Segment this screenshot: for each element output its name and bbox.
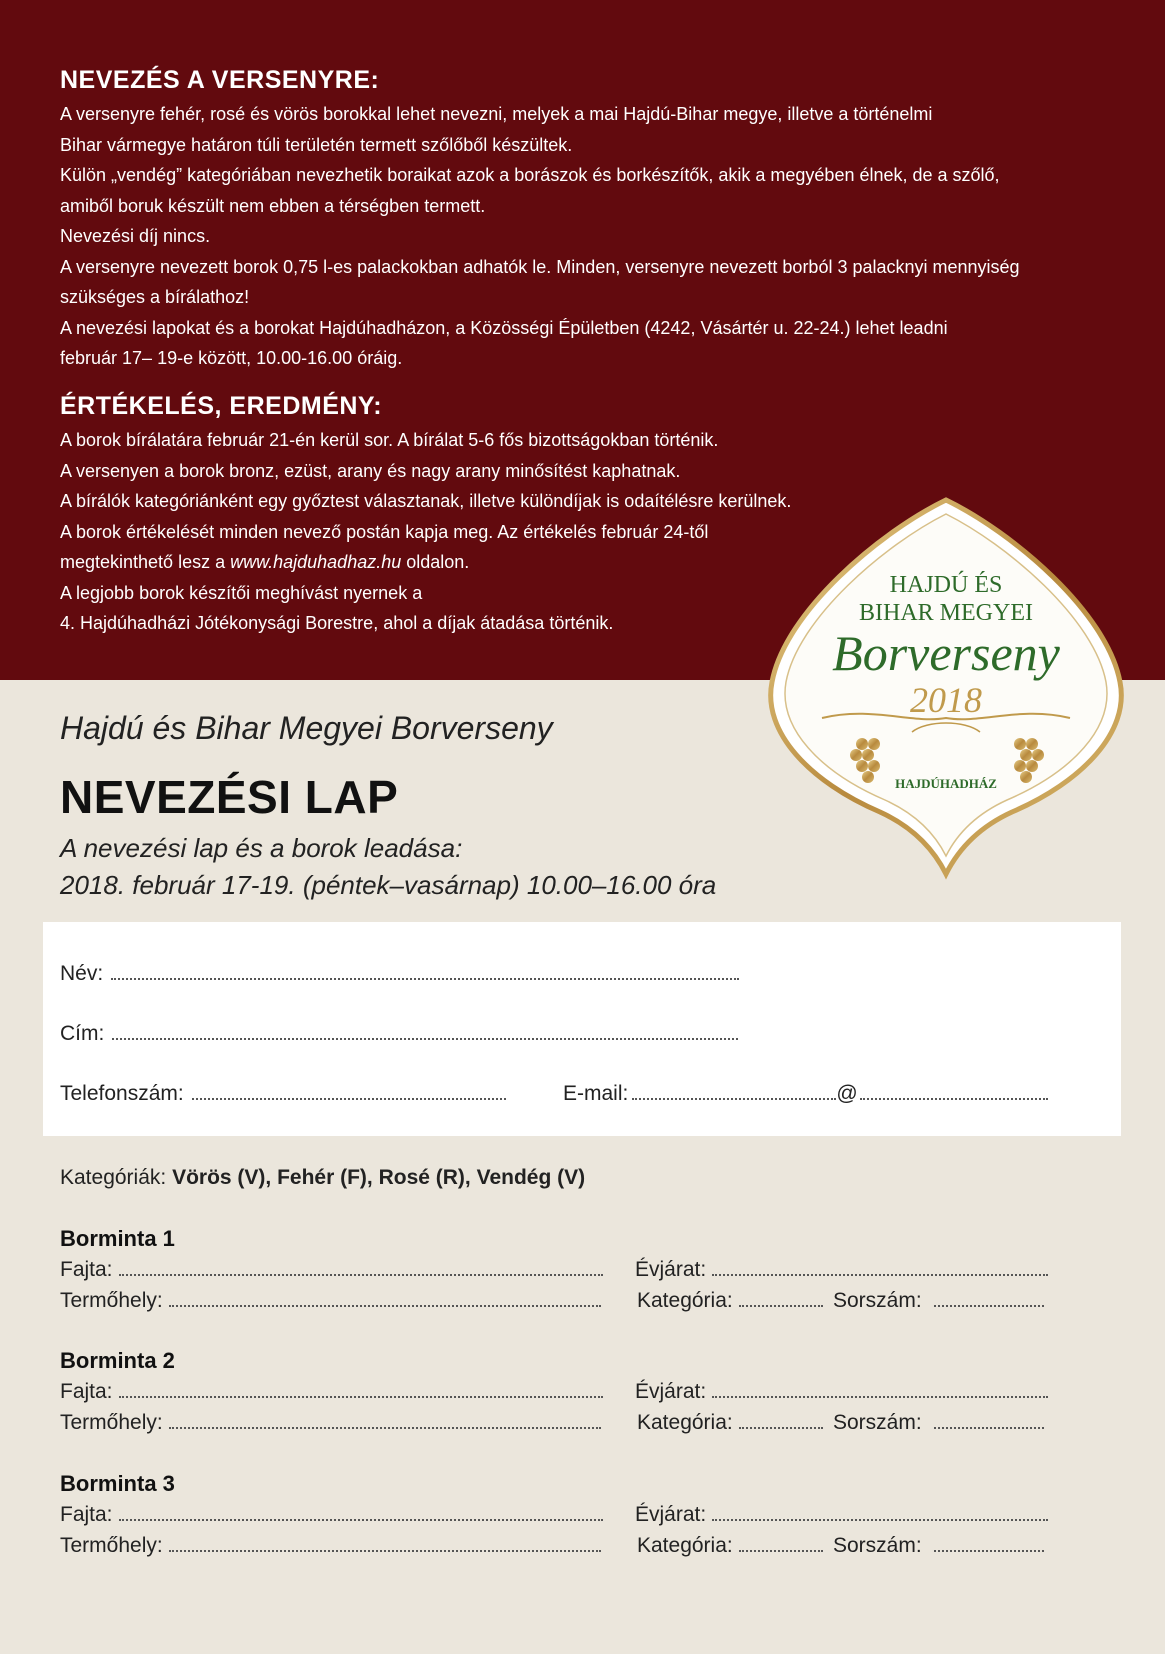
sample-row-1 xyxy=(60,1501,1050,1532)
origin-field[interactable] xyxy=(60,1409,601,1435)
sample-row-2 xyxy=(60,1409,1050,1440)
form-title: NEVEZÉSI LAP xyxy=(60,771,399,823)
origin-input-line[interactable] xyxy=(169,1409,601,1429)
variety-input-line[interactable] xyxy=(119,1378,603,1398)
number-input-line[interactable] xyxy=(934,1409,1044,1429)
sample-title: Borminta 2 xyxy=(60,1348,175,1373)
evaluation-line: 4. Hajdúhadházi Jótékonysági Borestre, ahol a díjak átadása történik. xyxy=(60,613,614,633)
form-subtitle: Hajdú és Bihar Megyei Borverseny xyxy=(60,710,553,746)
category-field[interactable] xyxy=(637,1409,823,1435)
variety-input-line[interactable] xyxy=(119,1501,603,1521)
category-field[interactable] xyxy=(637,1532,823,1558)
variety-field[interactable] xyxy=(60,1256,603,1282)
grape-cluster-icon xyxy=(856,738,868,750)
number-label: Sorszám: xyxy=(833,1411,922,1434)
evaluation-line: A legjobb borok készítői meghívást nyernek a xyxy=(60,582,423,603)
origin-input-line[interactable] xyxy=(169,1532,601,1552)
address-input-line[interactable] xyxy=(112,1022,738,1040)
badge-script: Borverseny xyxy=(832,625,1060,681)
name-field[interactable] xyxy=(60,962,739,986)
category-label: Kategória: xyxy=(637,1289,733,1312)
sample-title: Borminta 1 xyxy=(60,1226,175,1251)
categories-line xyxy=(60,1166,585,1190)
registration-heading: NEVEZÉS A VERSENYRE: xyxy=(60,66,380,94)
category-label: Kategória: xyxy=(637,1534,733,1557)
email-domain-line[interactable] xyxy=(860,1082,1048,1100)
vintage-input-line[interactable] xyxy=(712,1501,1048,1521)
registration-line: A versenyre fehér, rosé és vörös borokkal lehet nevezni, melyek a mai Hajdú-Bihar megye, illetve a történelmi xyxy=(60,104,933,124)
sample-block xyxy=(60,1471,1050,1563)
category-label: Kategória: xyxy=(637,1411,733,1434)
sample-block xyxy=(60,1348,1050,1440)
sample-row-1 xyxy=(60,1378,1050,1409)
submission-info-label: A nevezési lap és a borok leadása: xyxy=(60,833,463,863)
registration-line: amiből boruk készült nem ebben a térségben termett. xyxy=(60,195,486,216)
registration-line: február 17– 19-e között, 10.00-16.00 óráig. xyxy=(60,348,403,368)
badge-place: HAJDÚHADHÁZ xyxy=(895,776,997,791)
grape-cluster-icon xyxy=(1014,738,1026,750)
vintage-label: Évjárat: xyxy=(635,1258,707,1281)
category-input-line[interactable] xyxy=(739,1532,823,1552)
variety-input-line[interactable] xyxy=(119,1256,603,1276)
number-label: Sorszám: xyxy=(833,1289,922,1312)
origin-label: Termőhely: xyxy=(60,1534,163,1557)
badge-line1: HAJDÚ ÉS xyxy=(889,572,1003,598)
sample-title: Borminta 3 xyxy=(60,1471,175,1496)
address-label: Cím: xyxy=(60,1022,105,1045)
registration-line: A nevezési lapokat és a borokat Hajdúhadházon, a Közösségi Épületben (4242, Vásártér u. 22-24.) lehet leadni xyxy=(60,317,948,338)
evaluation-heading: ÉRTÉKELÉS, EREDMÉNY: xyxy=(60,392,383,420)
variety-label: Fajta: xyxy=(60,1503,113,1526)
registration-line: szükséges a bírálathoz! xyxy=(60,287,250,307)
url-suffix: oldalon. xyxy=(401,552,470,572)
vintage-field[interactable] xyxy=(635,1378,1048,1404)
origin-input-line[interactable] xyxy=(169,1287,601,1307)
origin-label: Termőhely: xyxy=(60,1289,163,1312)
vintage-label: Évjárat: xyxy=(635,1380,707,1403)
email-at-sign: @ xyxy=(836,1082,858,1105)
url-prefix: megtekinthető lesz a xyxy=(60,552,231,572)
origin-field[interactable] xyxy=(60,1287,601,1313)
vintage-label: Évjárat: xyxy=(635,1503,707,1526)
registration-line: Bihar vármegye határon túli területén termett szőlőből készültek. xyxy=(60,134,573,155)
number-field[interactable] xyxy=(833,1287,1044,1313)
categories-label: Kategóriák: xyxy=(60,1166,173,1189)
category-input-line[interactable] xyxy=(739,1287,823,1307)
sample-row-1 xyxy=(60,1256,1050,1287)
registration-line: Nevezési díj nincs. xyxy=(60,226,211,246)
sample-row-2 xyxy=(60,1287,1050,1318)
phone-input-line[interactable] xyxy=(192,1082,506,1100)
website-link[interactable]: www.hajduhadhaz.hu xyxy=(230,552,402,572)
number-input-line[interactable] xyxy=(934,1532,1044,1552)
name-input-line[interactable] xyxy=(111,962,739,980)
origin-label: Termőhely: xyxy=(60,1411,163,1434)
origin-field[interactable] xyxy=(60,1532,601,1558)
evaluation-line: A borok értékelését minden nevező postán kapja meg. Az értékelés február 24-től xyxy=(60,521,709,542)
vintage-input-line[interactable] xyxy=(712,1256,1048,1276)
registration-section xyxy=(60,66,1060,374)
phone-label: Telefonszám: xyxy=(60,1082,184,1105)
address-field[interactable] xyxy=(60,1022,738,1046)
number-label: Sorszám: xyxy=(833,1534,922,1557)
contact-form-box xyxy=(43,922,1121,1136)
variety-field[interactable] xyxy=(60,1501,603,1527)
number-input-line[interactable] xyxy=(934,1287,1044,1307)
email-field[interactable] xyxy=(563,1082,1048,1106)
number-field[interactable] xyxy=(833,1532,1044,1558)
evaluation-line: A versenyen a borok bronz, ezüst, arany és nagy arany minősítést kaphatnak. xyxy=(60,460,681,481)
evaluation-line: A borok bírálatára február 21-én kerül sor. A bírálat 5-6 fős bizottságokban történik. xyxy=(60,430,719,450)
registration-line: A versenyre nevezett borok 0,75 l-es palackokban adhatók le. Minden, versenyre nevezett borból 3 palacknyi mennyiség xyxy=(60,256,1020,277)
variety-label: Fajta: xyxy=(60,1258,113,1281)
categories-values: Vörös (V), Fehér (F), Rosé (R), Vendég (V) xyxy=(172,1166,586,1189)
submission-info-date: 2018. február 17-19. (péntek–vasárnap) 10.00–16.00 óra xyxy=(60,870,717,900)
sample-block xyxy=(60,1226,1050,1318)
variety-field[interactable] xyxy=(60,1378,603,1404)
category-input-line[interactable] xyxy=(739,1409,823,1429)
vintage-field[interactable] xyxy=(635,1256,1048,1282)
sample-row-2 xyxy=(60,1532,1050,1563)
variety-label: Fajta: xyxy=(60,1380,113,1403)
email-label: E-mail: xyxy=(563,1082,629,1105)
vintage-input-line[interactable] xyxy=(712,1378,1048,1398)
evaluation-line: A bírálók kategóriánként egy győztest választanak, illetve különdíjak is odaítélésre kerülnek. xyxy=(60,491,792,511)
email-user-line[interactable] xyxy=(632,1082,836,1100)
badge-year: 2018 xyxy=(910,680,982,720)
badge-line2: BIHAR MEGYEI xyxy=(859,600,1033,626)
name-label: Név: xyxy=(60,962,104,985)
number-field[interactable] xyxy=(833,1409,1044,1435)
vintage-field[interactable] xyxy=(635,1501,1048,1527)
phone-field[interactable] xyxy=(60,1082,506,1106)
registration-line: Külön „vendég” kategóriában nevezhetik boraikat azok a borászok és borkészítők, akik a megyében élnek, de a szőlő, xyxy=(60,165,1000,185)
category-field[interactable] xyxy=(637,1287,823,1313)
borverseny-badge-logo xyxy=(762,492,1130,882)
